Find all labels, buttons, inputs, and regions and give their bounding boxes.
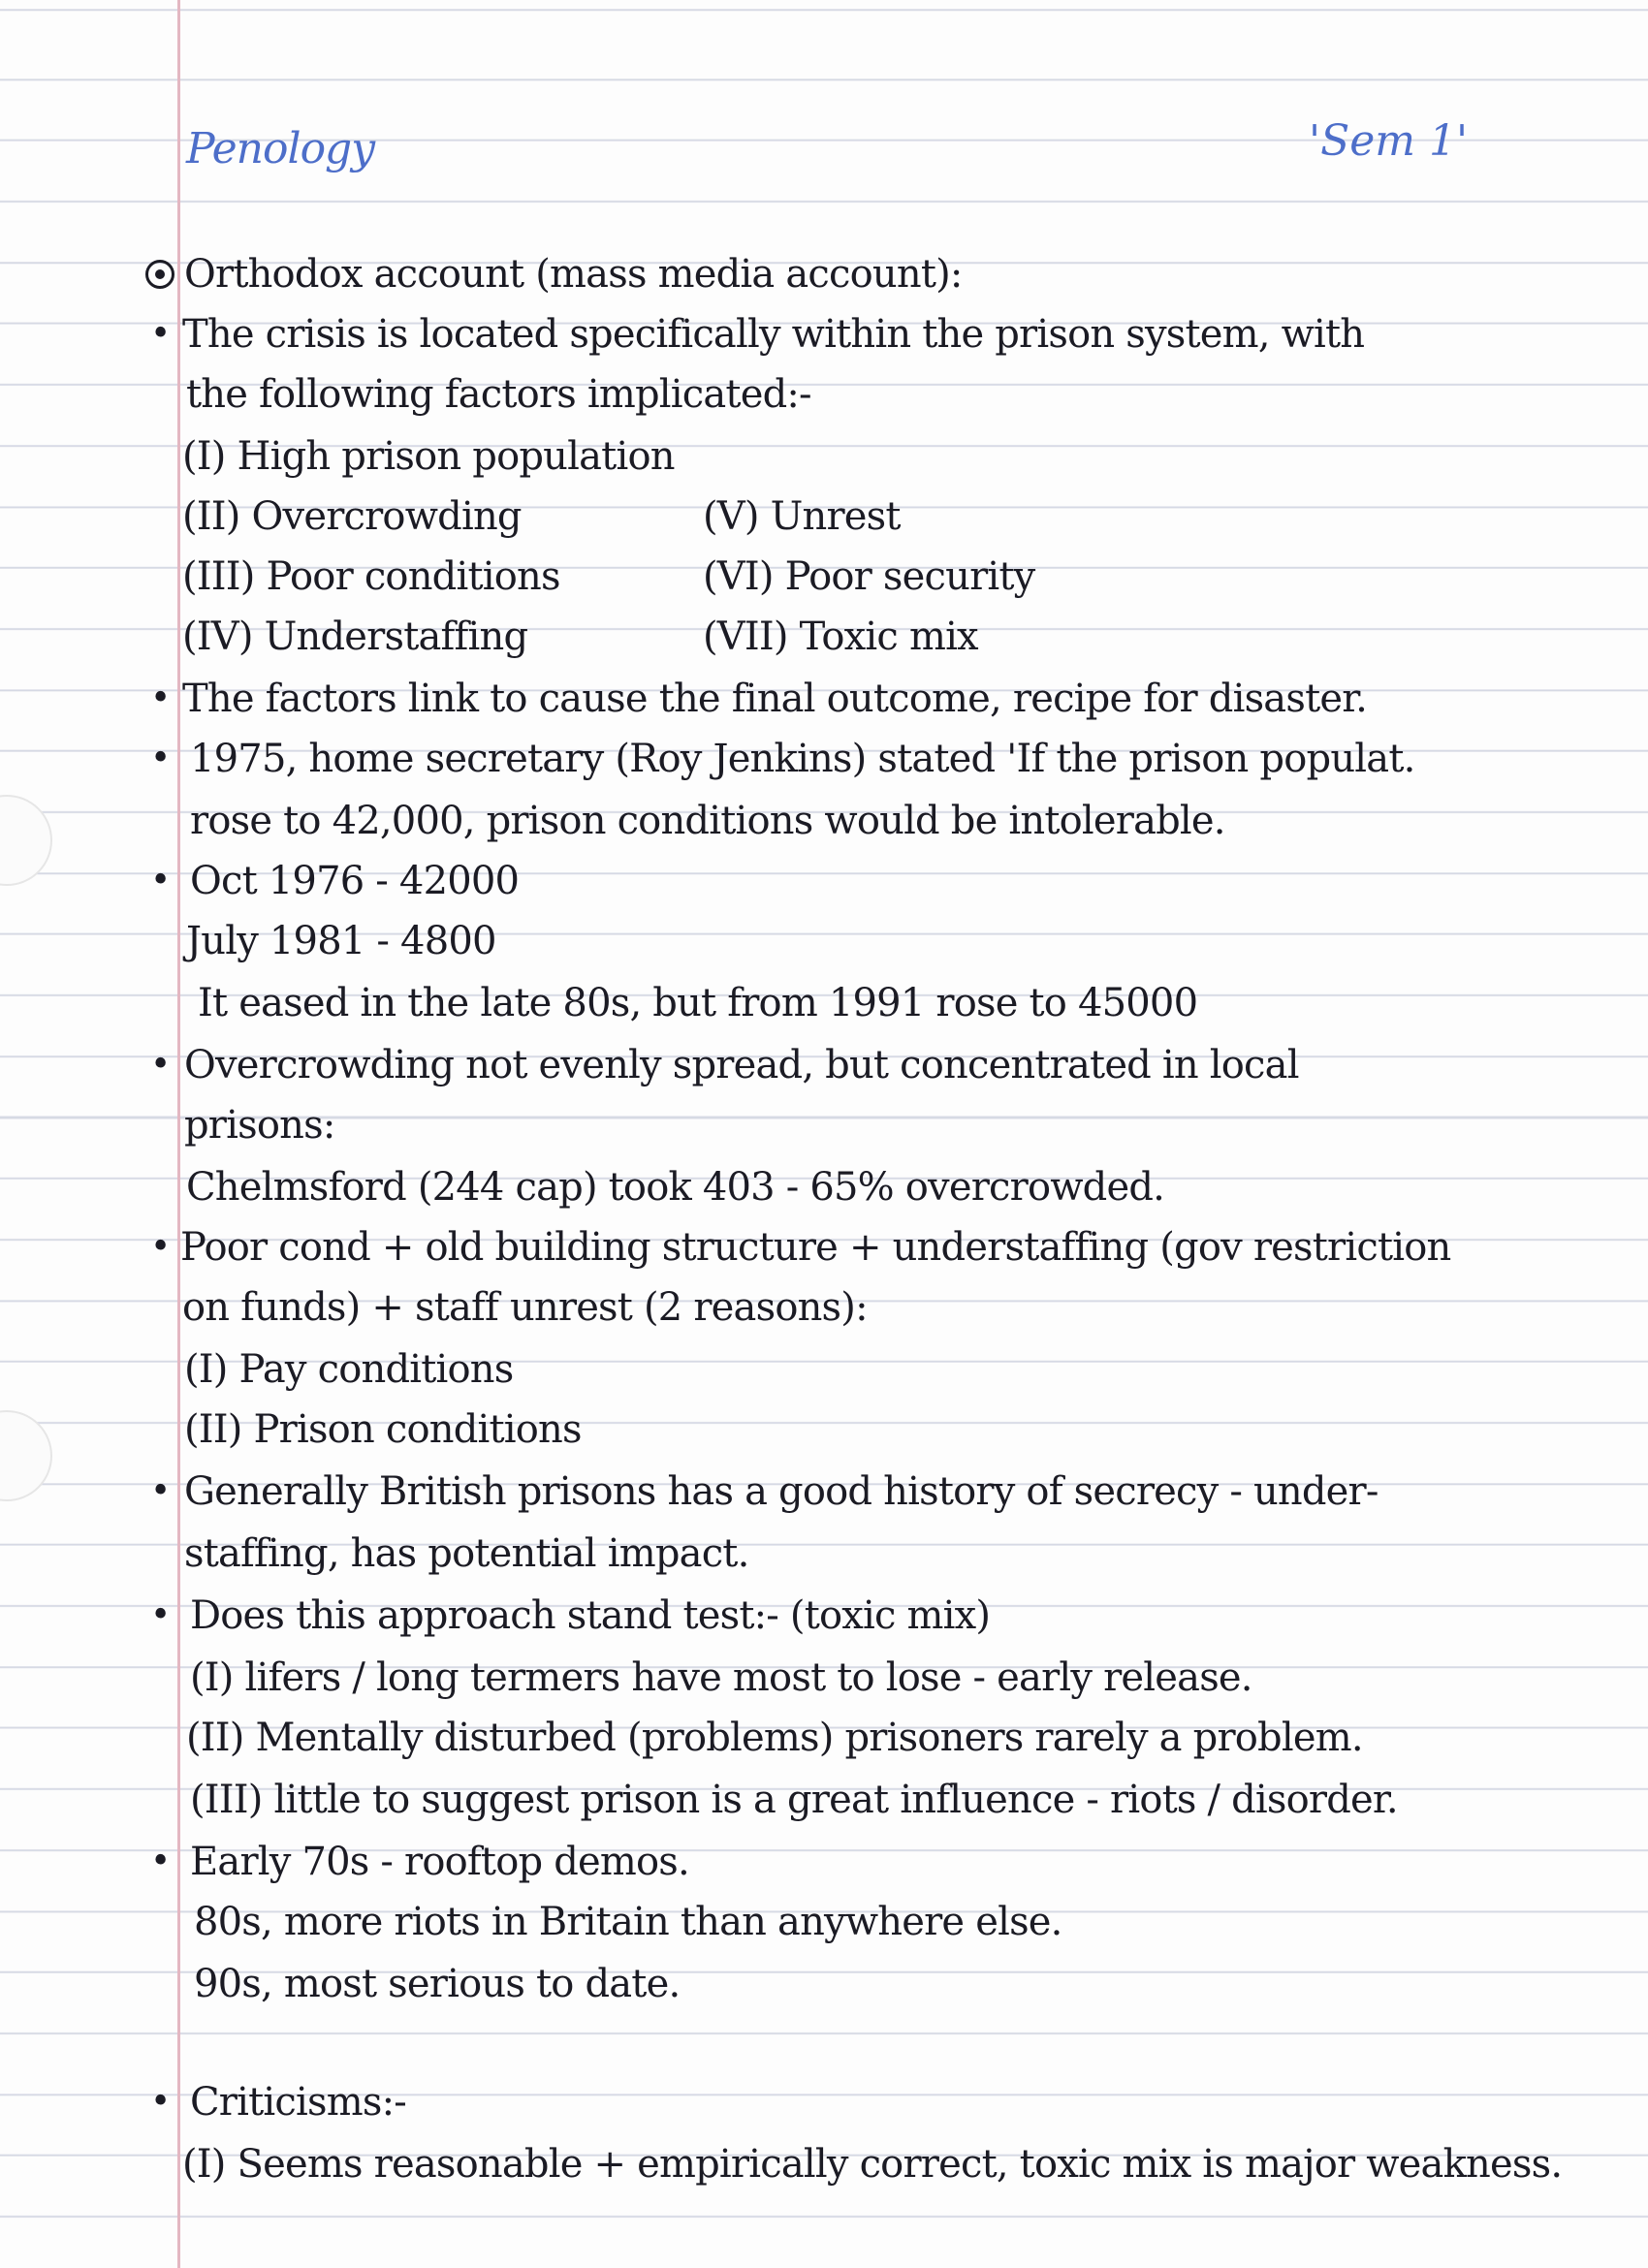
factor-item: (IV) Understaffing	[182, 614, 528, 659]
note-line	[0, 851, 1648, 911]
note-text: 80s, more riots in Britain than anywhere else.	[194, 1900, 1062, 1944]
bullet-icon: •	[150, 1595, 171, 1635]
note-text: staffing, has potential impact.	[184, 1531, 749, 1576]
note-line	[0, 1462, 1648, 1522]
factor-item: (V) Unrest	[703, 494, 901, 539]
note-text: (I) lifers / long termers have most to lose - early release.	[190, 1655, 1252, 1700]
note-line	[0, 1277, 1648, 1338]
note-line	[0, 244, 1648, 304]
note-text: The factors link to cause the final outcome, recipe for disaster.	[182, 677, 1368, 721]
section-heading: Orthodox account (mass media account):	[184, 252, 963, 297]
bullet-icon: •	[150, 739, 171, 778]
note-text: the following factors implicated:-	[186, 372, 811, 417]
note-text: The crisis is located specifically within the prison system, with	[182, 312, 1365, 357]
bullet-icon: •	[150, 1045, 171, 1085]
note-text: (I) Pay conditions	[184, 1347, 514, 1392]
note-line	[0, 364, 1648, 425]
note-text: (II) Mentally disturbed (problems) prisoners rarely a problem.	[186, 1716, 1363, 1760]
bullet-icon: •	[150, 861, 171, 900]
note-line	[0, 1648, 1648, 1708]
note-text: (III) little to suggest prison is a great influence - riots / disorder.	[190, 1778, 1398, 1822]
bullet-icon: •	[150, 1842, 171, 1881]
semester-label: 'Sem 1'	[1309, 116, 1469, 166]
note-line	[0, 1217, 1648, 1277]
factor-item: (II) Overcrowding	[182, 494, 522, 539]
note-text: Early 70s - rooftop demos.	[190, 1840, 689, 1884]
factor-row	[0, 547, 1648, 607]
note-text: Criticisms:-	[190, 2080, 406, 2125]
note-text: It eased in the late 80s, but from 1991 rose to 45000	[198, 981, 1198, 1025]
note-text: 90s, most serious to date.	[194, 1962, 681, 2006]
factor-row	[0, 487, 1648, 547]
note-text: Chelmsford (244 cap) took 403 - 65% overcrowded.	[186, 1165, 1165, 1210]
note-line	[0, 1770, 1648, 1830]
note-text: 1975, home secretary (Roy Jenkins) stated 'If the prison populat.	[190, 737, 1415, 781]
note-line	[0, 1892, 1648, 1952]
circle-bullet-icon	[145, 260, 174, 289]
factor-item: (I) High prison population	[182, 434, 675, 479]
note-text: prisons:	[184, 1103, 335, 1148]
factor-item: (III) Poor conditions	[182, 554, 560, 599]
note-line	[0, 1035, 1648, 1095]
note-text: on funds) + staff unrest (2 reasons):	[182, 1285, 868, 1330]
note-line	[0, 1339, 1648, 1400]
note-line	[0, 1157, 1648, 1217]
factor-row	[0, 426, 1648, 487]
note-line	[0, 669, 1648, 729]
note-text: Oct 1976 - 42000	[190, 859, 520, 903]
note-line	[0, 973, 1648, 1033]
note-line	[0, 1524, 1648, 1584]
note-line	[0, 729, 1648, 789]
note-line	[0, 2072, 1648, 2132]
note-text: Overcrowding not evenly spread, but concentrated in local	[184, 1043, 1299, 1087]
bullet-icon: •	[150, 314, 171, 354]
bullet-icon: •	[150, 2082, 171, 2122]
note-text: Does this approach stand test:- (toxic mix)	[190, 1593, 991, 1638]
note-line	[0, 1586, 1648, 1646]
note-text: (II) Prison conditions	[184, 1407, 582, 1452]
note-line	[0, 304, 1648, 364]
note-line	[0, 2134, 1648, 2194]
note-line	[0, 1954, 1648, 2014]
bullet-icon: •	[150, 678, 171, 718]
note-text: (I) Seems reasonable + empirically correct, toxic mix is major weakness.	[182, 2142, 1563, 2187]
factor-item: (VII) Toxic mix	[703, 614, 978, 659]
subject-title: Penology	[186, 124, 375, 173]
note-text: July 1981 - 4800	[186, 919, 496, 963]
note-line	[0, 1708, 1648, 1768]
factor-item: (VI) Poor security	[703, 554, 1035, 599]
bullet-icon: •	[150, 1471, 171, 1511]
note-line	[0, 791, 1648, 851]
note-line	[0, 911, 1648, 971]
note-line	[0, 1832, 1648, 1892]
note-line	[0, 1400, 1648, 1460]
note-line	[0, 1095, 1648, 1155]
note-text: Poor cond + old building structure + understaffing (gov restriction	[180, 1225, 1451, 1270]
note-text: rose to 42,000, prison conditions would be intolerable.	[190, 799, 1225, 843]
factor-row	[0, 607, 1648, 667]
note-text: Generally British prisons has a good history of secrecy - under-	[184, 1469, 1379, 1514]
bullet-icon: •	[150, 1227, 171, 1267]
